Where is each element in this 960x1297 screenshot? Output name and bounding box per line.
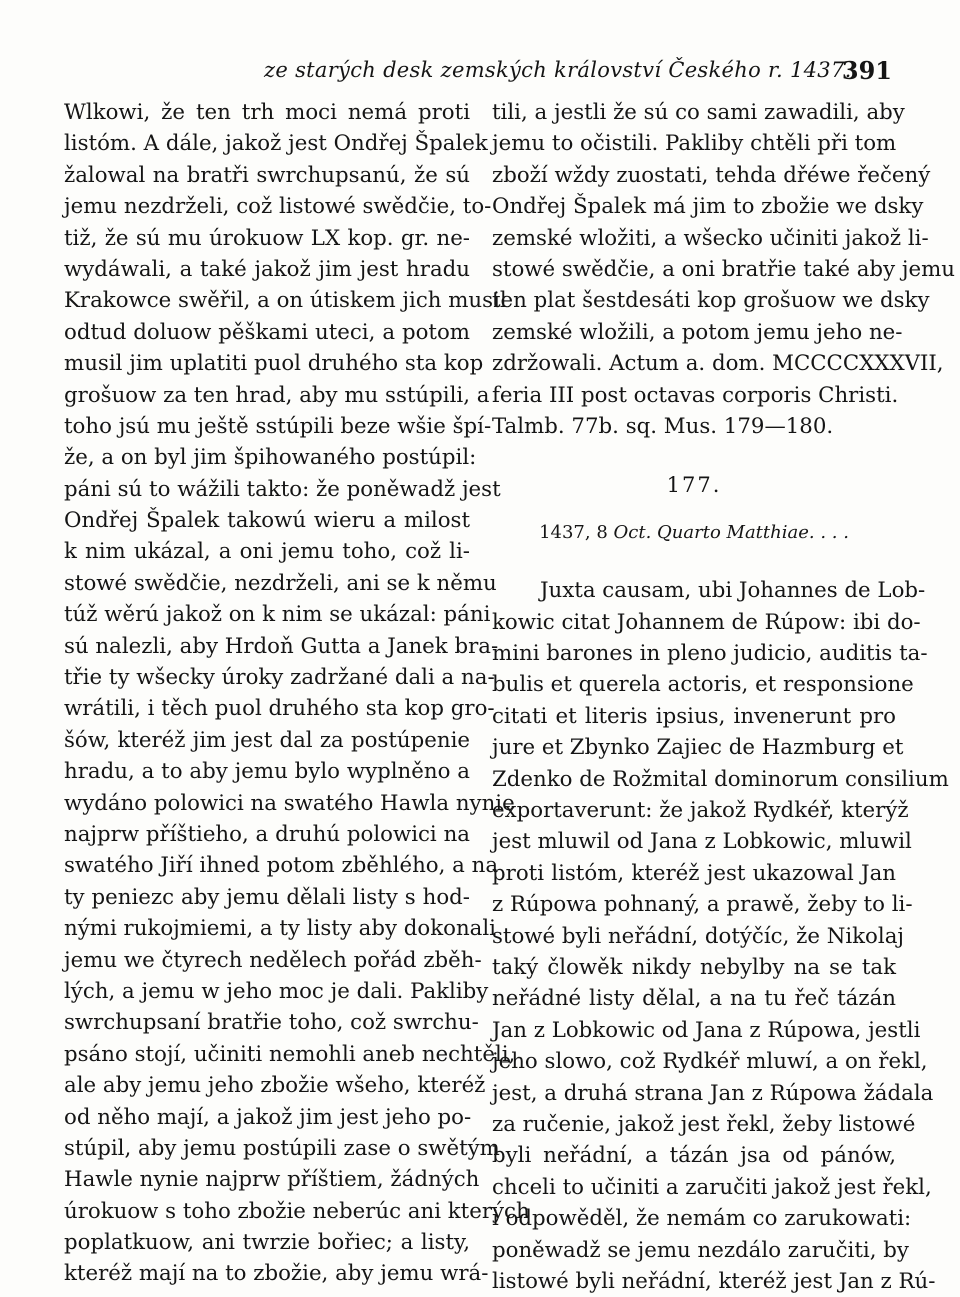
- text-line: lých, a jemu w jeho moc je dali. Pakliby: [64, 978, 489, 1004]
- running-head: [64, 58, 896, 88]
- text-line: ty peniezc aby jemu dělali listy s hod-: [64, 884, 470, 910]
- text-line: exportaverunt: že jakož Rydkéř, kterýž: [492, 798, 909, 824]
- section-gap: [492, 547, 896, 575]
- page-number: 391: [841, 56, 892, 85]
- text-line: ten plat šestdesáti kop grošuow we dsky: [492, 288, 930, 314]
- text-line: grošuow za ten hrad, aby mu sstúpili, a: [64, 382, 490, 408]
- text-line: stowé swědčie, a oni bratřie také aby jemu: [492, 256, 955, 282]
- text-line: Juxta causam, ubi Johannes de Lob-: [540, 578, 926, 604]
- text-line: ale aby jemu jeho zbožie wšeho, kteréž: [64, 1073, 486, 1099]
- text-line: wydáwali, a také jakož jim jest hradu: [64, 256, 470, 282]
- text-line: swrchupsaní bratřie toho, což swrchu-: [64, 1010, 479, 1036]
- text-line: tiž, že sú mu úrokuow LX kop. gr. ne-: [64, 225, 470, 251]
- text-line: Ondřej Špalek má jim to zbožie we dsky: [492, 194, 924, 220]
- text-line: poněwadž se jemu nezdálo zaručiti, by: [492, 1237, 909, 1263]
- text-line: k nim ukázal, a oni jemu toho, což li-: [64, 539, 470, 565]
- text-line: Talmb. 77b. sq. Mus. 179—180.: [492, 413, 834, 439]
- left-column: [64, 97, 530, 1290]
- text-line: zemské wložiti, a wšecko učiniti jakož li-: [492, 225, 929, 251]
- text-line: jemu we čtyrech nedělech pořád zběh-: [64, 947, 482, 973]
- text-line: stowé byli neřádní, dotýčíc, že Nikolaj: [492, 923, 904, 949]
- text-line: jemu nezdrželi, což listowé swědčie, to-: [64, 194, 492, 220]
- text-line: musil jim uplatiti puol druhého sta kop: [64, 351, 484, 377]
- text-line: citati et literis ipsius, invenerunt pro: [492, 703, 896, 729]
- text-line: Krakowce swěřil, a on útiskem jich musil: [64, 288, 507, 314]
- text-line: i odpowěděl, že nemám co zarukowati:: [492, 1206, 912, 1232]
- text-line: šów, kteréž jim jest dal za postúpenie: [64, 727, 470, 753]
- text-line: poplatkuow, ani twrzie bořiec; a listy,: [64, 1230, 470, 1256]
- text-line: Ondřej Špalek takowú wieru a milost: [64, 508, 470, 534]
- text-line: Hawle nynie najprw příštiem, žádných: [64, 1167, 480, 1193]
- text-line: hradu, a to aby jemu bylo wyplněno a: [64, 759, 470, 785]
- text-line: stúpil, aby jemu postúpili zase o swětým: [64, 1135, 500, 1161]
- text-line: Wlkowi, že ten trh moci nemá proti: [64, 100, 470, 125]
- text-line: zdržowali. Actum a. dom. MCCCCXXXVII,: [492, 351, 944, 377]
- text-line: listóm. A dále, jakož jest Ondřej Špalek: [64, 131, 488, 157]
- text-line: sú nalezli, aby Hrdoň Gutta a Janek bra-: [64, 633, 499, 659]
- text-line: zboží wždy zuostati, tehda dřéwe řečený: [492, 162, 931, 188]
- document-date-year: 1437, 8: [539, 522, 608, 544]
- text-line: jure et Zbynko Zajiec de Hazmburg et: [492, 735, 904, 761]
- text-line: byli neřádní, a tázán jsa od pánów,: [492, 1143, 896, 1169]
- text-line: jest mluwil od Jana z Lobkowic, mluwil: [492, 829, 912, 855]
- text-line: jest, a druhá strana Jan z Rúpowa žádala: [492, 1080, 934, 1106]
- text-line: jemu to očistili. Pakliby chtěli při tom: [492, 131, 897, 157]
- text-line: za ručenie, jakož jest řekl, žeby listowé: [492, 1111, 916, 1137]
- text-line: nými rukojmiemi, a ty listy aby dokonali: [64, 916, 496, 942]
- text-line: stowé swědčie, nezdrželi, ani se k němu: [64, 570, 497, 596]
- running-title: ze starých desk zemských království Českého r. 1437.: [264, 58, 852, 82]
- document-number: 177.: [666, 473, 722, 498]
- text-line: wydáno polowici na swatého Hawla nynie: [64, 790, 515, 816]
- text-line: túž wěrú jakož on k nim se ukázal: páni: [64, 602, 491, 628]
- text-line: toho jsú mu ještě sstúpili beze wšie špí-: [64, 413, 492, 439]
- document-date: [492, 517, 896, 547]
- text-line: že, a on byl jim špihowaného postúpil:: [64, 445, 477, 471]
- text-line: feria III post octavas corporis Christi.: [492, 382, 899, 408]
- text-line: kowic citat Johannem de Rúpow: ibi do-: [492, 609, 921, 635]
- text-line: Jan z Lobkowic od Jana z Rúpowa, jestli: [492, 1017, 921, 1043]
- text-line: kteréž mají na to zbožie, aby jemu wrá-: [64, 1261, 489, 1287]
- text-line: odtud doluow pěškami uteci, a potom: [64, 319, 470, 345]
- text-line: od něho mají, a jakož jim jest jeho po-: [64, 1104, 472, 1130]
- text-line: wrátili, i těch puol druhého sta kop gro-: [64, 696, 495, 722]
- text-line: páni sú to wážili takto: že poněwadž jest: [64, 476, 501, 502]
- text-line: taký člowěk nikdy nebylby na se tak: [492, 954, 896, 980]
- right-column-text-bottom: [492, 575, 949, 1297]
- right-column-text-top: [492, 97, 955, 442]
- text-line: swatého Jiří ihned potom zběhlého, a na: [64, 853, 499, 879]
- text-line: mini barones in pleno judicio, auditis ta-: [492, 641, 928, 667]
- text-line: chceli to učiniti a zaručiti jakož jest řekl,: [492, 1174, 932, 1200]
- text-line: psáno stojí, učiniti nemohli aneb nechtěli,: [64, 1041, 516, 1067]
- text-line: listowé byli neřádní, kteréž jest Jan z Rú-: [492, 1268, 936, 1294]
- text-line: najprw příštieho, a druhú polowici na: [64, 821, 470, 847]
- text-line: Zdenko de Rožmital dominorum consilium: [492, 766, 949, 792]
- text-line: bulis et querela actoris, et responsione: [492, 672, 914, 698]
- text-line: žalowal na bratři swrchupsanú, že sú: [64, 162, 470, 188]
- text-line: tili, a jestli že sú co sami zawadili, aby: [492, 100, 905, 125]
- right-column: [492, 97, 955, 1297]
- text-line: jeho slowo, což Rydkéř mluwí, a on řekl,: [492, 1049, 928, 1075]
- text-line: z Rúpowa pohnaný, a prawě, žeby to li-: [492, 892, 913, 918]
- text-line: úrokuow s toho zbožie neberúc ani kterých: [64, 1198, 530, 1224]
- text-line: proti listóm, kteréž jest ukazowal Jan: [492, 860, 896, 886]
- text-line: třie ty wšecky úroky zadržané dali a na-: [64, 665, 495, 691]
- text-line: zemské wložili, a potom jemu jeho ne-: [492, 319, 903, 345]
- text-line: neřádné listy dělal, a na tu řeč tázán: [492, 986, 896, 1012]
- document-date-text: Oct. Quarto Matthiae. . . .: [613, 522, 849, 544]
